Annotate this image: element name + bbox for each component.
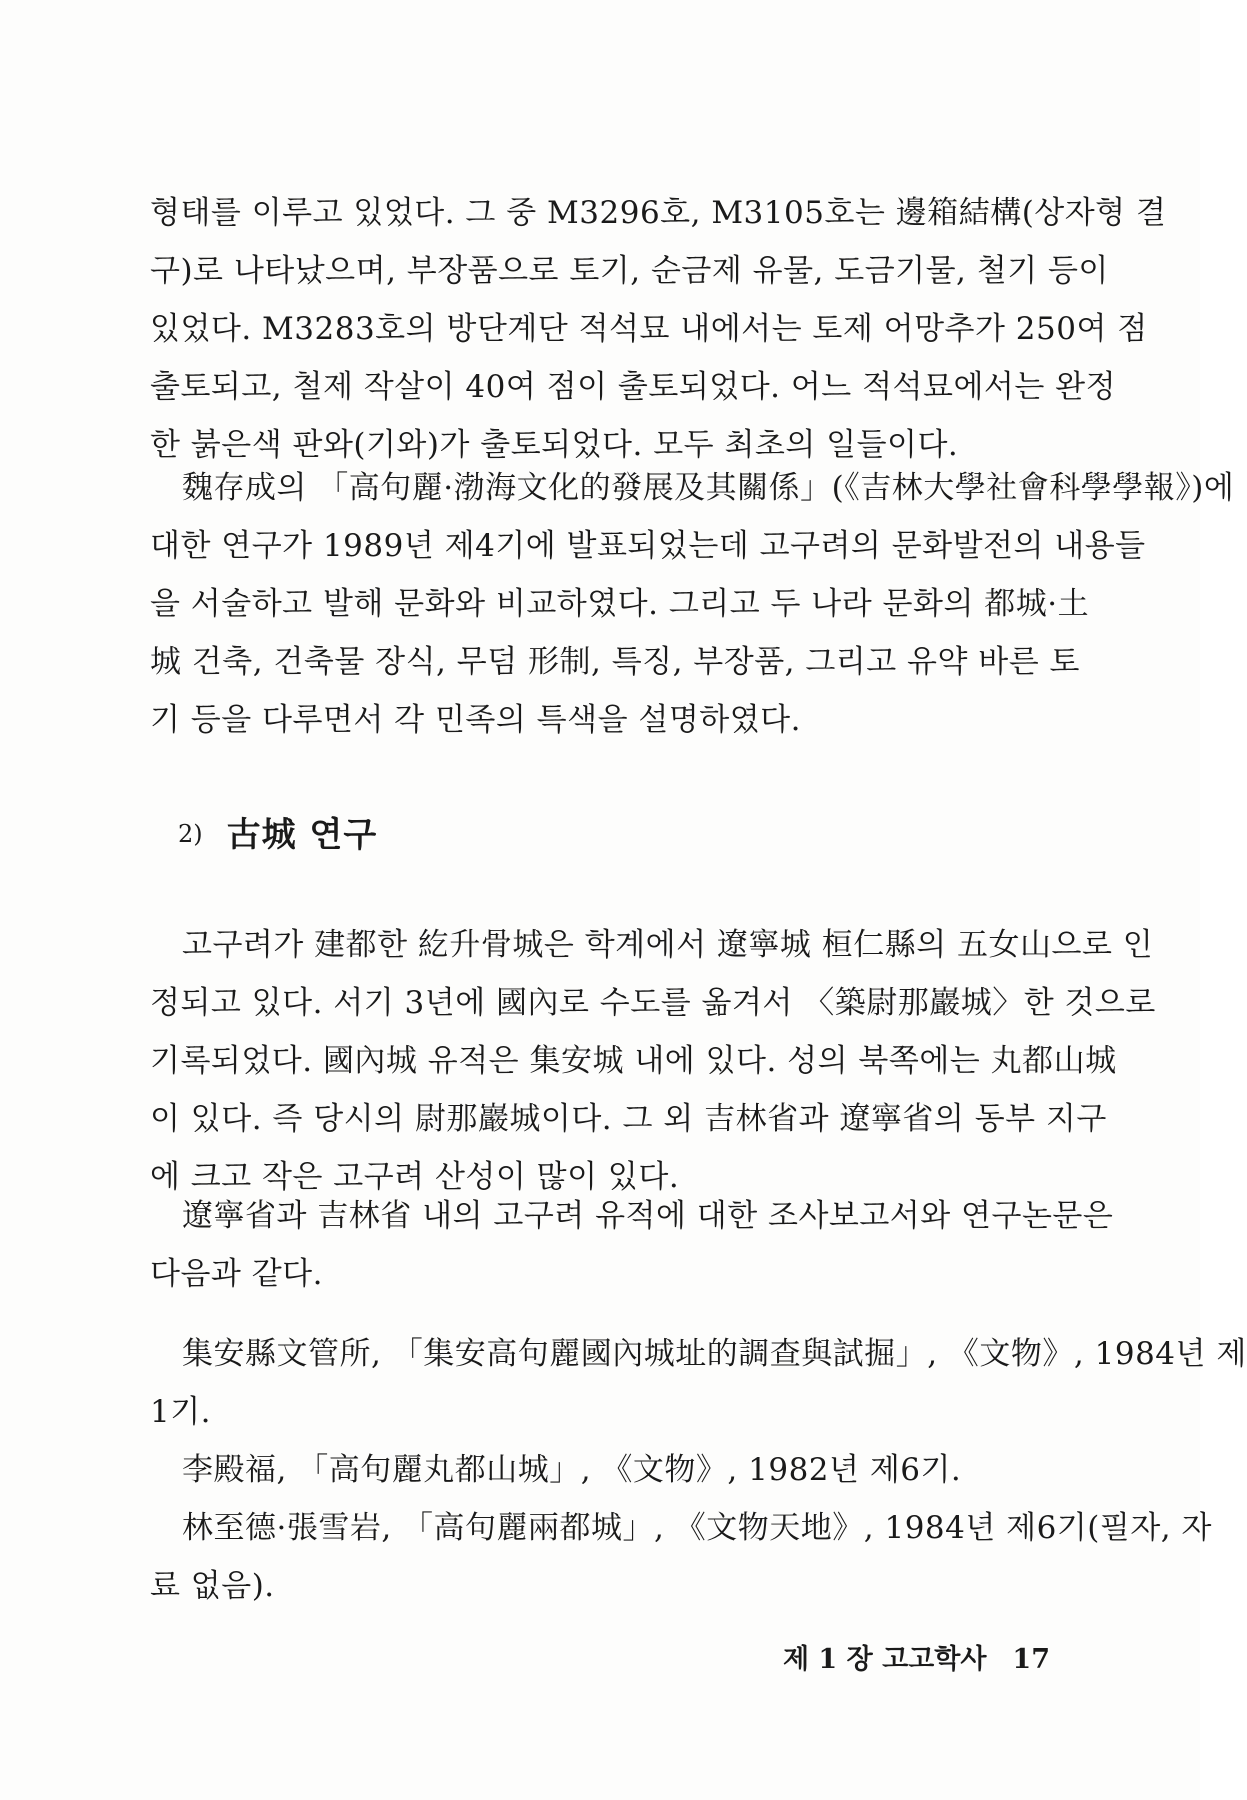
text-line: 을 서술하고 발해 문화와 비교하였다. 그리고 두 나라 문화의 都城·土: [150, 586, 1090, 622]
text-line: 기 등을 다루면서 각 민족의 특색을 설명하였다.: [150, 702, 801, 738]
text-line: 출토되고, 철제 작살이 40여 점이 출토되었다. 어느 적석묘에서는 완정: [150, 369, 1117, 405]
reference-entry-cont: 료 없음).: [150, 1568, 275, 1604]
page-number: 17: [1012, 1644, 1050, 1675]
paragraph-2: [150, 459, 1235, 749]
reference-entry: 林至德·張雪岩, 「高句麗兩都城」, 《文物天地》, 1984년 제6기(필자, 자: [182, 1510, 1212, 1546]
reference-entry: 李殿福, 「高句麗丸都山城」, 《文物》, 1982년 제6기.: [182, 1452, 962, 1488]
text-line: 魏存成의 「高句麗·渤海文化的發展及其關係」(《吉林大學社會科學學報》)에: [182, 470, 1235, 506]
text-line: 한 붉은색 판와(기와)가 출토되었다. 모두 최초의 일들이다.: [150, 427, 959, 463]
text-line: 에 크고 작은 고구려 산성이 많이 있다.: [150, 1159, 680, 1195]
text-line: 대한 연구가 1989년 제4기에 발표되었는데 고구려의 문화발전의 내용들: [150, 528, 1146, 564]
section-number: 2): [178, 820, 203, 848]
paragraph-1: [150, 184, 1167, 474]
text-line: 다음과 같다.: [150, 1256, 323, 1292]
paragraph-3: [150, 916, 1156, 1206]
text-line: 구)로 나타났으며, 부장품으로 토기, 순금제 유물, 도금기물, 철기 등이: [150, 253, 1109, 289]
reference-entry-cont: 1기.: [150, 1394, 212, 1430]
text-line: 이 있다. 즉 당시의 尉那巖城이다. 그 외 吉林省과 遼寧省의 동부 지구: [150, 1101, 1107, 1137]
text-line: 遼寧省과 吉林省 내의 고구려 유적에 대한 조사보고서와 연구논문은: [182, 1198, 1114, 1234]
text-line: 형태를 이루고 있었다. 그 중 M3296호, M3105호는 邊箱結構(상자형 결: [150, 195, 1167, 231]
paragraph-4: [150, 1187, 1114, 1303]
text-line: 고구려가 建都한 紇升骨城은 학계에서 遼寧城 桓仁縣의 五女山으로 인: [182, 927, 1154, 963]
reference-entry: 集安縣文管所, 「集安高句麗國內城址的調查與試掘」, 《文物》, 1984년 제: [182, 1336, 1247, 1372]
text-line: 기록되었다. 國內城 유적은 集安城 내에 있다. 성의 북쪽에는 丸都山城: [150, 1043, 1117, 1079]
page-footer: [783, 1640, 1050, 1680]
text-line: 정되고 있다. 서기 3년에 國內로 수도를 옮겨서 〈築尉那巖城〉한 것으로: [150, 985, 1156, 1021]
text-line: 있었다. M3283호의 방단계단 적석묘 내에서는 토제 어망추가 250여 점: [150, 311, 1148, 347]
text-line: 城 건축, 건축물 장식, 무덤 形制, 특징, 부장품, 그리고 유약 바른 토: [150, 644, 1080, 680]
section-title: 古城 연구: [226, 815, 378, 855]
section-heading: [178, 809, 377, 860]
reference-list: [150, 1325, 1247, 1615]
running-footer-chapter: 제 1 장 고고학사: [782, 1644, 987, 1675]
